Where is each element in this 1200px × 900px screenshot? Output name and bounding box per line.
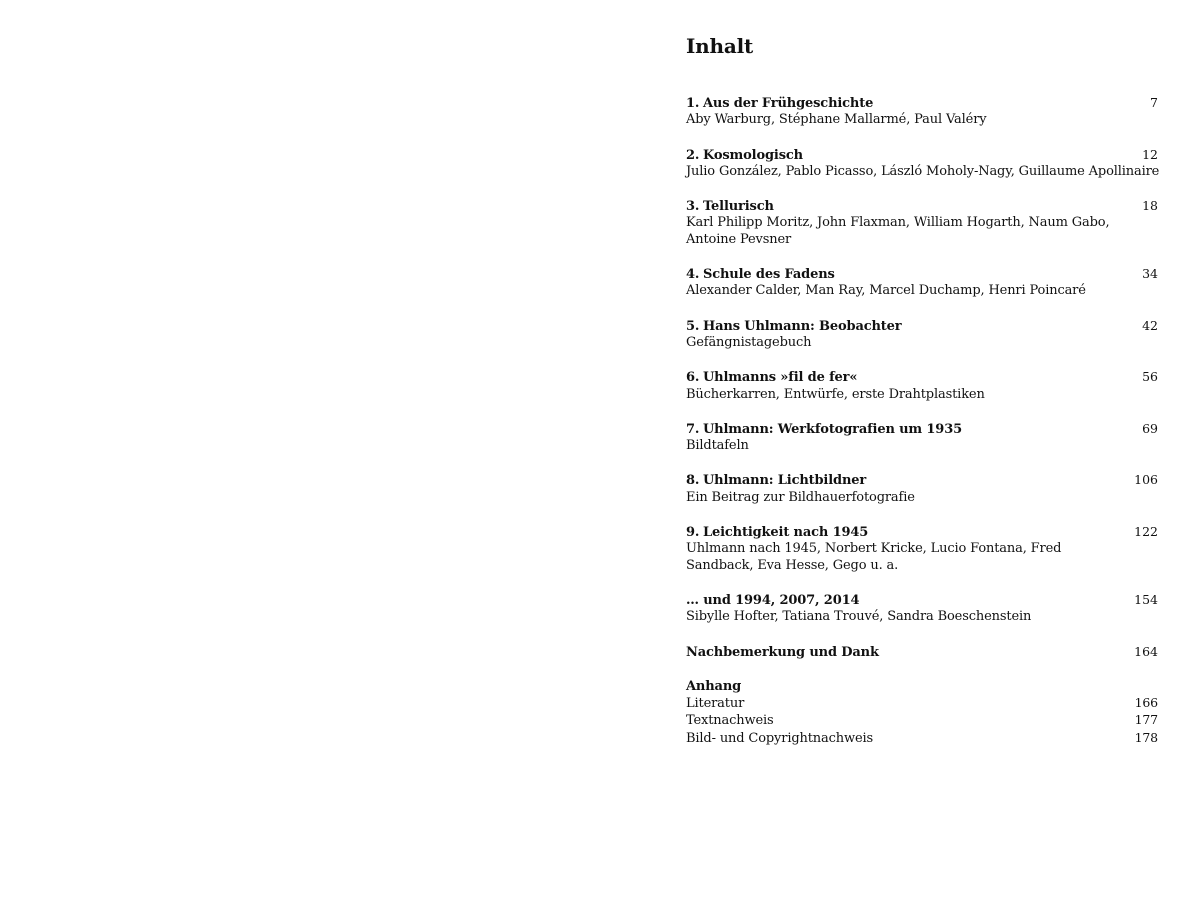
entry-subtitle: Gefängnistagebuch: [686, 334, 812, 350]
entry-title: [686, 370, 857, 386]
right-page-contents: [686, 0, 1158, 900]
toc-entry-5: [686, 318, 1158, 352]
entry-number: 7.: [686, 421, 700, 437]
entry-title-text: Uhlmann: Werkfotografien um 1935: [703, 421, 962, 437]
entry-title-text: Tellurisch: [703, 199, 774, 215]
entry-page-number: 122: [1134, 524, 1158, 540]
entry-page-number: 164: [1134, 643, 1158, 659]
entry-page-number: 166: [1134, 695, 1158, 711]
entry-page-number: 56: [1142, 369, 1158, 385]
entry-title-text: Nachbemerkung und Dank: [686, 644, 879, 660]
entry-title-text: Uhlmann: Lichtbildner: [703, 473, 867, 489]
entry-page-number: 34: [1142, 266, 1158, 282]
appendix-item: [686, 695, 1158, 712]
entry-page-number: 42: [1142, 317, 1158, 333]
entry-subtitle: Julio González, Pablo Picasso, László Moholy-Nagy, Guillaume Apollinaire: [686, 163, 1160, 179]
entry-subtitle: Sibylle Hofter, Tatiana Trouvé, Sandra Boeschenstein: [686, 609, 1032, 625]
entry-title: [686, 473, 866, 489]
toc-appendix: [686, 679, 1158, 747]
entry-title-text: Uhlmanns »fil de fer«: [703, 370, 858, 386]
appendix-item: [686, 712, 1158, 729]
entry-number: 8.: [686, 473, 700, 489]
appendix-item-label: Bild- und Copyrightnachweis: [686, 730, 874, 746]
entry-page-number: 106: [1134, 472, 1158, 488]
toc-entry-6: [686, 369, 1158, 403]
toc-entry-7: [686, 421, 1158, 455]
entry-page-number: 69: [1142, 420, 1158, 436]
table-of-contents: [686, 95, 1158, 765]
toc-entry-2: [686, 147, 1158, 181]
entry-subtitle: Aby Warburg, Stéphane Mallarmé, Paul Valéry: [686, 112, 987, 128]
entry-subtitle: Karl Philipp Moritz, John Flaxman, William Hogarth, Naum Gabo, Antoine Pevsner: [686, 215, 1110, 247]
entry-title-text: Schule des Fadens: [703, 267, 835, 283]
appendix-title: Anhang: [686, 678, 742, 694]
entry-subtitle: Bildtafeln: [686, 438, 749, 454]
entry-subtitle: Ein Beitrag zur Bildhauerfotografie: [686, 489, 915, 505]
entry-page-number: 12: [1142, 146, 1158, 162]
appendix-item-label: Literatur: [686, 696, 745, 712]
entry-title-text: Hans Uhlmann: Beobachter: [703, 318, 902, 334]
entry-title: [686, 96, 873, 112]
entry-number: 3.: [686, 199, 700, 215]
entry-title: [686, 319, 901, 335]
entry-title-text: Kosmologisch: [703, 147, 803, 163]
toc-entry-epilogue-years: [686, 592, 1158, 626]
toc-entry-3: [686, 198, 1158, 248]
appendix-item: [686, 730, 1158, 747]
toc-entry-8: [686, 472, 1158, 506]
entry-title: [686, 267, 835, 283]
entry-title-text: Leichtigkeit nach 1945: [703, 525, 869, 541]
page-title: Inhalt: [686, 34, 754, 58]
appendix-item-label: Textnachweis: [686, 713, 774, 729]
entry-page-number: 177: [1134, 712, 1158, 728]
entry-subtitle: Bücherkarren, Entwürfe, erste Drahtplastiken: [686, 386, 985, 402]
entry-subtitle: Alexander Calder, Man Ray, Marcel Duchamp, Henri Poincaré: [686, 283, 1086, 299]
entry-title-text: … und 1994, 2007, 2014: [686, 592, 860, 608]
entry-number: 4.: [686, 267, 700, 283]
entry-number: 2.: [686, 147, 700, 163]
entry-page-number: 154: [1134, 591, 1158, 607]
entry-number: 9.: [686, 525, 700, 541]
entry-title: [686, 199, 774, 215]
toc-entry-9: [686, 524, 1158, 574]
entry-title: [686, 148, 803, 164]
entry-subtitle: Uhlmann nach 1945, Norbert Kricke, Lucio Fontana, Fred Sandback, Eva Hesse, Gego u. a.: [686, 541, 1062, 573]
entry-page-number: 7: [1150, 95, 1158, 110]
entry-number: 1.: [686, 96, 700, 111]
toc-entry-1: [686, 95, 1158, 129]
entry-title: [686, 525, 868, 541]
entry-page-number: 18: [1142, 198, 1158, 214]
entry-number: 6.: [686, 370, 700, 386]
entry-title: [686, 422, 962, 438]
toc-entry-afterword: [686, 644, 1158, 661]
toc-entry-4: [686, 266, 1158, 300]
entry-page-number: 178: [1134, 729, 1158, 745]
entry-number: 5.: [686, 318, 700, 334]
entry-title-text: Aus der Frühgeschichte: [703, 96, 874, 111]
